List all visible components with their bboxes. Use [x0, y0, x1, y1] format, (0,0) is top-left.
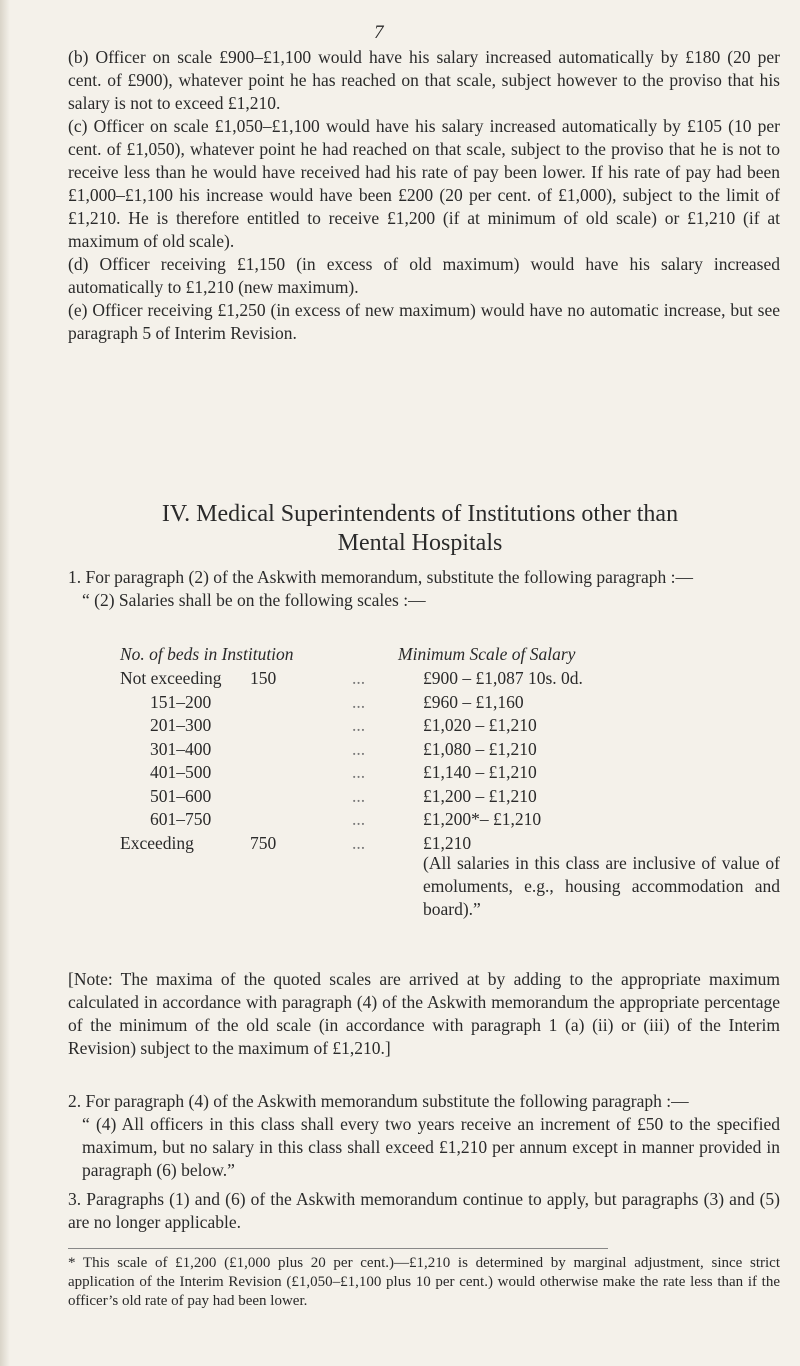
section-heading-line1: IV. Medical Superintendents of Institutions other than — [161, 501, 679, 527]
leader-dots: ... — [352, 809, 366, 829]
salary-table-row — [120, 738, 780, 762]
leader-dots: ... — [352, 762, 366, 782]
salary-scale: £1,210 — [423, 832, 472, 853]
section-heading-line2: Mental Hospitals — [337, 530, 503, 556]
salary-scale: £960 – £1,160 — [423, 691, 524, 712]
salary-scale: £900 – £1,087 10s. 0d. — [423, 668, 583, 688]
salary-scale: £1,140 – £1,210 — [423, 762, 537, 782]
salary-table-row — [120, 714, 780, 738]
leader-dots: ... — [352, 738, 366, 759]
section-para1 — [68, 566, 780, 612]
leader-dots: ... — [352, 668, 366, 688]
leader-dots: ... — [352, 785, 366, 806]
salary-table-header — [120, 643, 780, 667]
salary-table-row — [120, 761, 780, 785]
page-binding-edge — [0, 0, 10, 1366]
salary-scale: £1,200*– £1,210 — [423, 809, 542, 829]
salary-table-row — [120, 785, 780, 809]
beds-range: 301–400 — [150, 738, 212, 759]
salary-scale: £1,020 – £1,210 — [423, 715, 537, 735]
salary-table-row — [120, 808, 780, 832]
salary-table — [120, 643, 780, 855]
beds-range: 750 — [250, 832, 277, 853]
section-heading — [60, 500, 780, 558]
salary-table-rows — [120, 667, 780, 855]
para2-quote: “ (4) All officers in this class shall every two years receive an increment of £50 to the specified maximum, but no salary in this class shall exceed £1,210 per annum except in manner provided in paragraph (6) below.” — [82, 1114, 780, 1180]
beds-prefix: Not exceeding — [120, 668, 222, 688]
para2-intro: 2. For paragraph (4) of the Askwith memorandum substitute the following paragraph :— — [68, 1091, 689, 1111]
beds-range: 401–500 — [150, 762, 212, 782]
page-number: 7 — [374, 22, 384, 43]
salary-scale: £1,080 – £1,210 — [423, 738, 537, 759]
salary-scale: £1,200 – £1,210 — [423, 785, 537, 806]
salary-table-row — [120, 691, 780, 715]
footnote-divider — [68, 1248, 608, 1249]
leader-dots: ... — [352, 715, 366, 735]
salary-note: (All salaries in this class are inclusive of value of emoluments, e.g., housing accommodation and board).” — [423, 853, 780, 919]
salary-table-row — [120, 667, 780, 691]
beds-prefix: Exceeding — [120, 832, 194, 853]
paragraph-c: (c) Officer on scale £1,050–£1,100 would have his salary increased automatically by £105 (10 per cent. of £1,050), whatever point he had reached on that scale, subject to the proviso that he is not to receive less than he would have received had his rate of pay been lower. If his rate of pay had been £1,000–£1,100 his increase would have been £200 (20 per cent. of £1,000), subject to the limit of £1,210. He is therefore entitled to receive £1,200 (if at minimum of old scale) or £1,210 (if at maximum of old scale). — [68, 116, 780, 251]
beds-range: 501–600 — [150, 785, 212, 806]
leader-dots: ... — [352, 832, 366, 853]
leader-dots: ... — [352, 691, 366, 712]
paragraph-b: (b) Officer on scale £900–£1,100 would have his salary increased automatically by £180 (20 per cent. of £900), whatever point he has reached on that scale, subject however to the proviso that his salary is not to exceed £1,210. — [68, 47, 780, 113]
beds-range: 601–750 — [150, 809, 212, 829]
example-paragraphs — [68, 46, 780, 345]
beds-range: 150 — [250, 668, 277, 688]
header-scale: Minimum Scale of Salary — [398, 644, 576, 664]
beds-range: 201–300 — [150, 715, 212, 735]
paragraph-e: (e) Officer receiving £1,250 (in excess of new maximum) would have no automatic increase, but see paragraph 5 of Interim Revision. — [68, 300, 780, 343]
para1-intro: 1. For paragraph (2) of the Askwith memorandum, substitute the following paragraph :— — [68, 567, 694, 587]
footnote: * This scale of £1,200 (£1,000 plus 20 per cent.)—£1,210 is determined by marginal adjustment, since strict application of the Interim Revision (£1,050–£1,100 plus 10 per cent.) would otherwise make the rate less than if the officer’s old rate of pay had been lower. — [68, 1255, 780, 1309]
paragraph-d: (d) Officer receiving £1,150 (in excess of old maximum) would have his salary increased automatically to £1,210 (new maximum). — [68, 254, 780, 297]
section-para2 — [68, 1090, 780, 1182]
beds-range: 151–200 — [150, 691, 212, 712]
maxima-note: [Note: The maxima of the quoted scales are arrived at by adding to the appropriate maximum calculated in accordance with paragraph (4) of the Askwith memorandum the appropriate percentage of the minimum of the old scale (in accordance with paragraph 1 (a) (ii) or (iii) of the Interim Revision) subject to the maximum of £1,210.] — [68, 969, 780, 1058]
section-para3: 3. Paragraphs (1) and (6) of the Askwith memorandum continue to apply, but paragraphs (3) and (5) are no longer applicable. — [68, 1189, 780, 1232]
para1-quote: “ (2) Salaries shall be on the following scales :— — [82, 590, 426, 610]
header-beds: No. of beds in Institution — [120, 644, 294, 664]
